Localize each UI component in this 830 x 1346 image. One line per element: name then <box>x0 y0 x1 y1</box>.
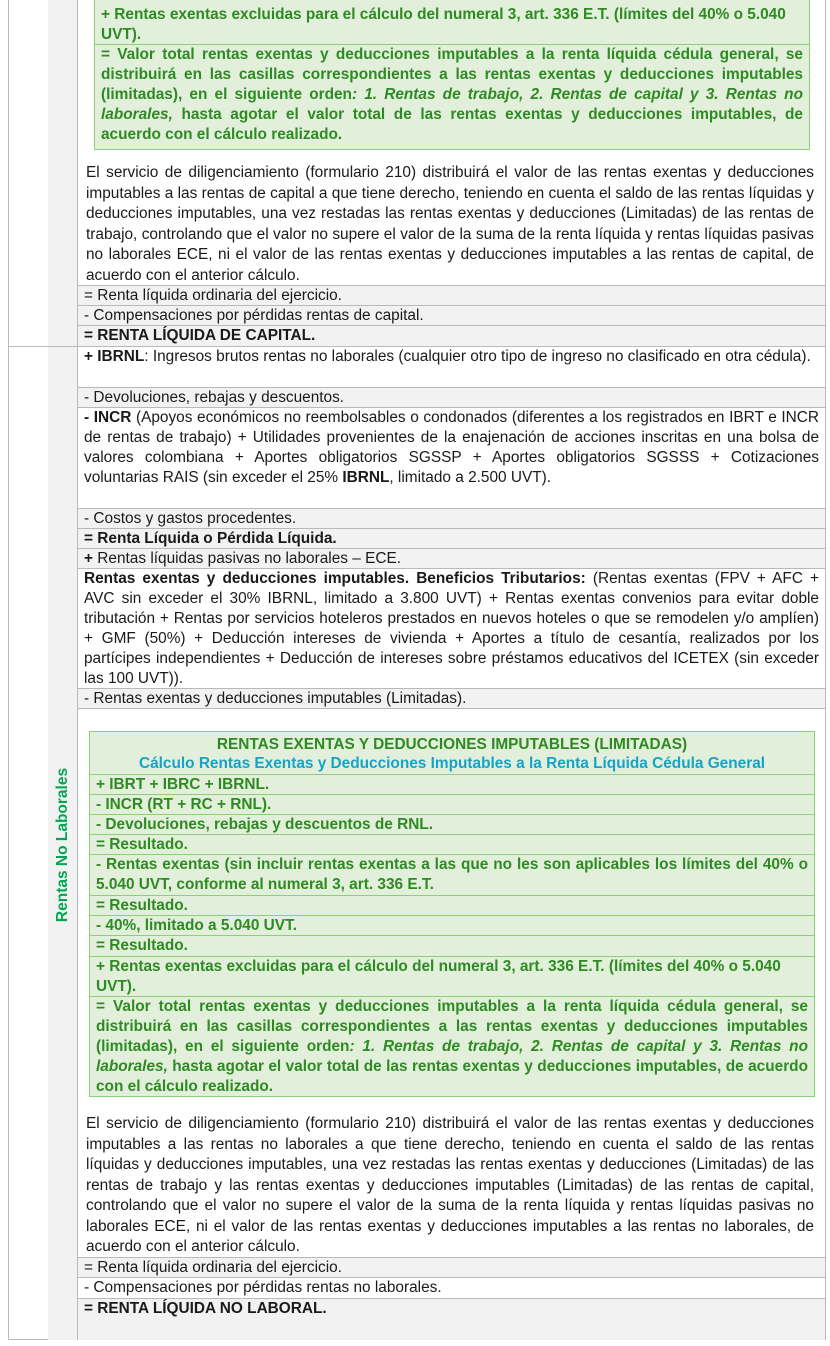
table-column-label <box>48 0 78 1340</box>
nl-row-compensaciones: - Compensaciones por pérdidas rentas no laborales. <box>78 1278 825 1299</box>
limit-item-ibrt: + IBRT + IBRC + IBRNL. <box>96 776 270 793</box>
table-column-category <box>8 0 49 1340</box>
limit-item-excluded: + Rentas exentas excluidas para el cálculo del numeral 3, art. 336 E.T. (límites del 40% o 5.040 UVT). <box>96 958 781 995</box>
limit-item-resultado-2: = Resultado. <box>96 897 188 914</box>
nl-row-incr: - INCR (Apoyos económicos no reembolsables o condonados (diferentes a los registrados en IBRT e INCR de rentas de trabajo) + Utilidades provenientes de la enajenación de acciones inscritas en una bolsa de valores colombiana + Aportes obligatorios SGSSP + Aportes obligatorios SGSSS + Cotizaciones voluntarias RAIS (sin exceder el 25% IBRNL, limitado a 2.500 UVT). <box>78 408 825 509</box>
nl-row-renta-liquida-no-laboral: = RENTA LÍQUIDA NO LABORAL. <box>78 1299 825 1340</box>
limit-item-resultado-1: = Resultado. <box>96 836 188 853</box>
nl-row-devoluciones: - Devoluciones, rebajas y descuentos. <box>78 388 825 408</box>
nl-row-ibrnl: + IBRNL: Ingresos brutos rentas no laborales (cualquier otro tipo de ingreso no clasificado en otra cédula). <box>78 347 825 388</box>
top-box-line-excluded: + Rentas exentas excluidas para el cálculo del numeral 3, art. 336 E.T. (límites del 40% o 5.040 UVT). <box>101 6 786 43</box>
capital-row-renta-liquida-ordinaria: = Renta líquida ordinaria del ejercicio. <box>78 285 825 306</box>
limit-item-resultado-3: = Resultado. <box>96 937 188 954</box>
nl-distribution-paragraph: El servicio de diligenciamiento (formulario 210) distribuirá el valor de las rentas exentas y deducciones imputables a las rentas no laborales a que tiene derecho, teniendo en cuenta el saldo de las rentas líquidas y deducciones imputables, una vez restadas las rentas exentas y deducciones (Limitadas) de las rentas de trabajo y las rentas exentas y deducciones imputables (Limitadas) de las rentas de capital, controlando que el valor no supere el valor de la suma de la renta líquida y rentas líquidas pasivas no laborales ECE, ni el valor de las rentas exentas y deducciones imputables a las rentas no laborales, de acuerdo con el anterior cálculo. <box>86 1115 814 1255</box>
limit-item-devoluciones: - Devoluciones, rebajas y descuentos de RNL. <box>96 816 433 833</box>
limit-item-incr: - INCR (RT + RC + RNL). <box>96 796 272 813</box>
limit-item-valor-total: = Valor total rentas exentas y deducciones imputables a la renta líquida cédula general, se distribuirá en las casillas correspondientes a las rentas exentas y deducciones imputables (limitadas), en el siguiente orden: 1. Rentas de trabajo, 2. Rentas de capital y 3. Rentas no laborales, hasta agotar el valor total de las rentas exentas y deducciones imputables, de acuerdo con el cálculo realizado. <box>96 998 808 1095</box>
nl-row-costos: - Costos y gastos procedentes. <box>78 509 825 529</box>
limit-item-40-percent: - 40%, limitado a 5.040 UVT. <box>96 917 298 934</box>
nl-row-beneficios: Rentas exentas y deducciones imputables. Beneficios Tributarios: (Rentas exentas (FPV + AFC + AVC sin exceder el 30% IBRNL, limitado a 3.800 UVT) + Rentas exentas convenios para evitar doble tributación + Rentas por servicios hoteleros prestados en nuevos hoteles o que se remodelen y/o amplíen) + GMF (50%) + Deducción intereses de vivienda + Aportes a título de cesantía, realizados por los partícipes independientes + Deducción de intereses sobre préstamos educativos del ICETEX (sin exceder las 100 UVT)). <box>78 569 825 689</box>
nl-row-pasivas-ece: + Rentas líquidas pasivas no laborales – ECE. <box>78 549 825 569</box>
nl-row-renta-liquida-ordinaria: = Renta líquida ordinaria del ejercicio. <box>78 1257 825 1278</box>
capital-distribution-paragraph: El servicio de diligenciamiento (formulario 210) distribuirá el valor de las rentas exentas y deducciones imputables a las rentas de capital a que tiene derecho, teniendo en cuenta el saldo de las rentas líquidas y deducciones imputables, una vez restadas las rentas exentas y deducciones (Limitadas) de las rentas de trabajo, controlando que el valor no supere el valor de la suma de la renta líquida y rentas líquidas pasivas no laborales ECE, ni el valor de las rentas exentas y deducciones imputables a las rentas de capital, de acuerdo con el anterior cálculo. <box>86 164 814 284</box>
top-limit-box <box>94 0 810 150</box>
capital-row-renta-liquida-capital: = RENTA LÍQUIDA DE CAPITAL. <box>78 326 825 347</box>
limit-calculation-box <box>89 731 815 1097</box>
nl-row-renta-liquida: = Renta Líquida o Pérdida Líquida. <box>78 529 825 549</box>
limit-box-title: RENTAS EXENTAS Y DEDUCCIONES IMPUTABLES (LIMITADAS) <box>216 736 688 753</box>
top-box-line-total: = Valor total rentas exentas y deducciones imputables a la renta líquida cédula general, se distribuirá en las casillas correspondientes a las rentas exentas y deducciones imputables (limitadas), en el siguiente orden: 1. Rentas de trabajo, 2. Rentas de capital y 3. Rentas no laborales, hasta agotar el valor total de las rentas exentas y deducciones imputables, de acuerdo con el cálculo realizado. <box>101 46 803 143</box>
limit-item-rentas-exentas: - Rentas exentas (sin incluir rentas exentas a las que no les son aplicables los límites del 40% o 5.040 UVT, conforme al numeral 3, art. 336 E.T. <box>96 856 808 893</box>
limit-box-subtitle: Cálculo Rentas Exentas y Deducciones Imputables a la Renta Líquida Cédula General <box>138 755 766 772</box>
capital-row-compensaciones: - Compensaciones por pérdidas rentas de capital. <box>78 306 825 326</box>
section-label-rentas-no-laborales: Rentas No Laborales <box>54 767 71 923</box>
nl-row-limitadas: - Rentas exentas y deducciones imputables (Limitadas). <box>78 689 825 709</box>
